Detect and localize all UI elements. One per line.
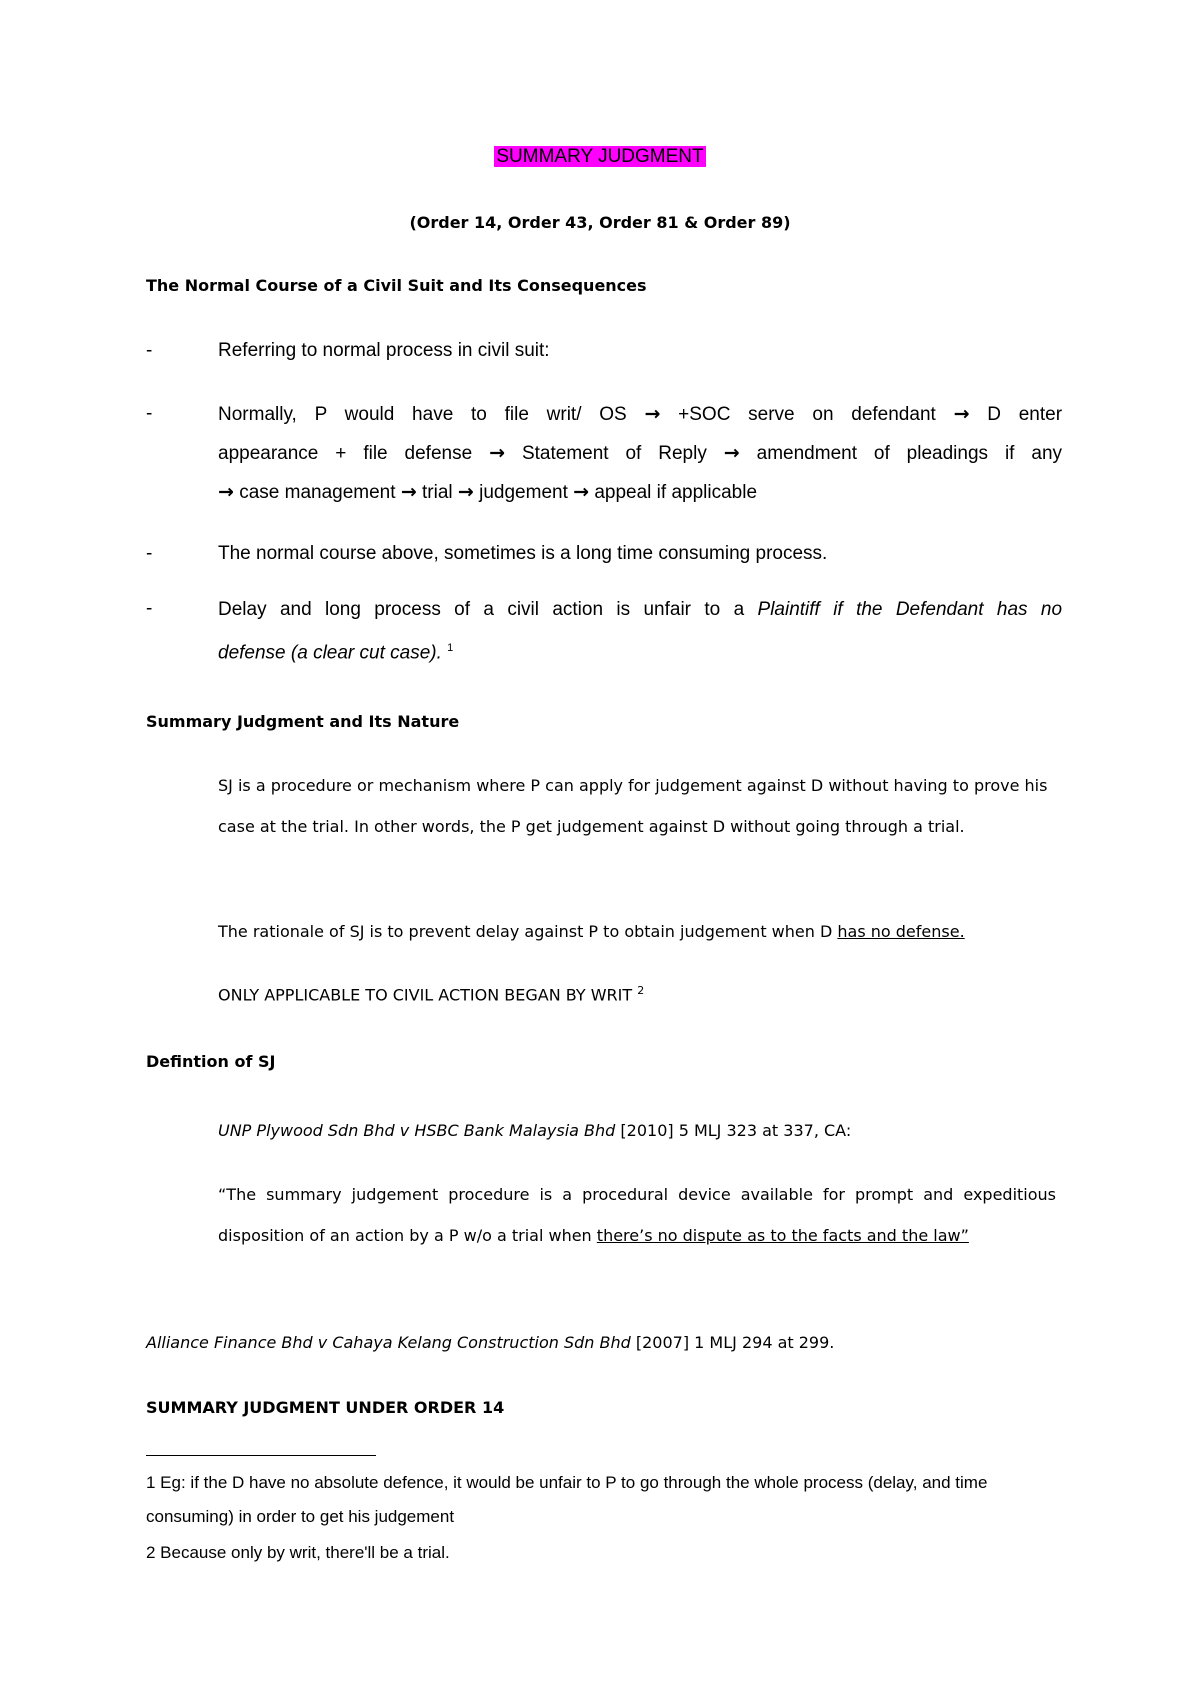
applicability-note: ONLY APPLICABLE TO CIVIL ACTION BEGAN BY WRIT $^2$	[218, 984, 645, 1005]
process-chain	[218, 395, 1062, 512]
process-line-3: → case management → trial → judgement → appeal if applicable	[218, 481, 758, 503]
arrow-right-icon: →	[953, 403, 970, 425]
bullet-item	[146, 598, 1062, 672]
bullet-item-process	[146, 403, 1062, 512]
bullet-dash: -	[146, 340, 153, 361]
footnote-2: 2 Because only by writ, there'll be a trial.	[146, 1543, 450, 1562]
process-line-2: appearance + file defense → Statement of Reply → amendment of pleadings if any	[218, 442, 1063, 464]
bullet-dash: -	[146, 543, 153, 564]
process-line-1: Normally, P would have to file writ/ OS → +SOC serve on defendant → D enter	[218, 403, 1063, 425]
bullet-dash: -	[146, 598, 153, 619]
bullet-item	[146, 543, 1062, 565]
arrow-right-icon: →	[489, 442, 506, 464]
arrow-right-icon: →	[723, 442, 740, 464]
section-heading-sj-nature: Summary Judgment and Its Nature	[146, 712, 460, 731]
definition-quote: “The summary judgement procedure is a procedural device available for prompt and expeditious disposition of an action by a P w/o a trial when there’s no dispute as to the facts and the law”	[218, 1185, 1056, 1245]
section-heading-definition: Defintion of SJ	[146, 1052, 276, 1071]
case-citation-1: UNP Plywood Sdn Bhd v HSBC Bank Malaysia Bhd [2010] 5 MLJ 323 at 337, CA:	[218, 1121, 852, 1140]
footnote-ref-1: 1	[447, 642, 454, 654]
footnote-divider	[146, 1455, 376, 1456]
section-heading-normal-course: The Normal Course of a Civil Suit and Its Consequences	[146, 276, 647, 295]
page-title	[0, 146, 1200, 168]
footnote-1: 1 Eg: if the D have no absolute defence, it would be unfair to P to go through the whole process (delay, and time consuming) in order to get his judgement	[146, 1473, 988, 1526]
bullet-item	[146, 340, 1062, 362]
underlined-phrase: has no defense.	[837, 922, 965, 941]
case-citation-2: Alliance Finance Bhd v Cahaya Kelang Construction Sdn Bhd [2007] 1 MLJ 294 at 299.	[146, 1333, 835, 1352]
arrow-right-icon: →	[457, 481, 474, 503]
underlined-phrase: there’s no dispute as to the facts and the law”	[596, 1226, 969, 1245]
sj-nature-paragraph: SJ is a procedure or mechanism where P can apply for judgement against D without having to prove his case at the trial. In other words, the P get judgement against D without going through a trial.	[218, 776, 1048, 836]
arrow-right-icon: →	[573, 481, 590, 503]
title-highlight: SUMMARY JUDGMENT	[496, 146, 704, 167]
arrow-right-icon: →	[400, 481, 417, 503]
section-heading-order-14: SUMMARY JUDGMENT UNDER ORDER 14	[146, 1398, 505, 1417]
bullet-text: Delay and long process of a civil action is unfair to a Plaintiff if the Defendant has no defense (a clear cut case). $^1$	[218, 599, 1063, 664]
arrow-right-icon: →	[644, 403, 661, 425]
bullet-dash: -	[146, 403, 153, 424]
rationale-paragraph: The rationale of SJ is to prevent delay against P to obtain judgement when D has no defense.	[218, 922, 965, 941]
bullet-text: Referring to normal process in civil suit:	[218, 340, 550, 361]
bullet-text: The normal course above, sometimes is a long time consuming process.	[218, 543, 828, 564]
order-references: (Order 14, Order 43, Order 81 & Order 89)	[409, 213, 791, 232]
footnote-ref-2: 2	[637, 984, 645, 997]
arrow-right-icon: →	[218, 481, 234, 503]
